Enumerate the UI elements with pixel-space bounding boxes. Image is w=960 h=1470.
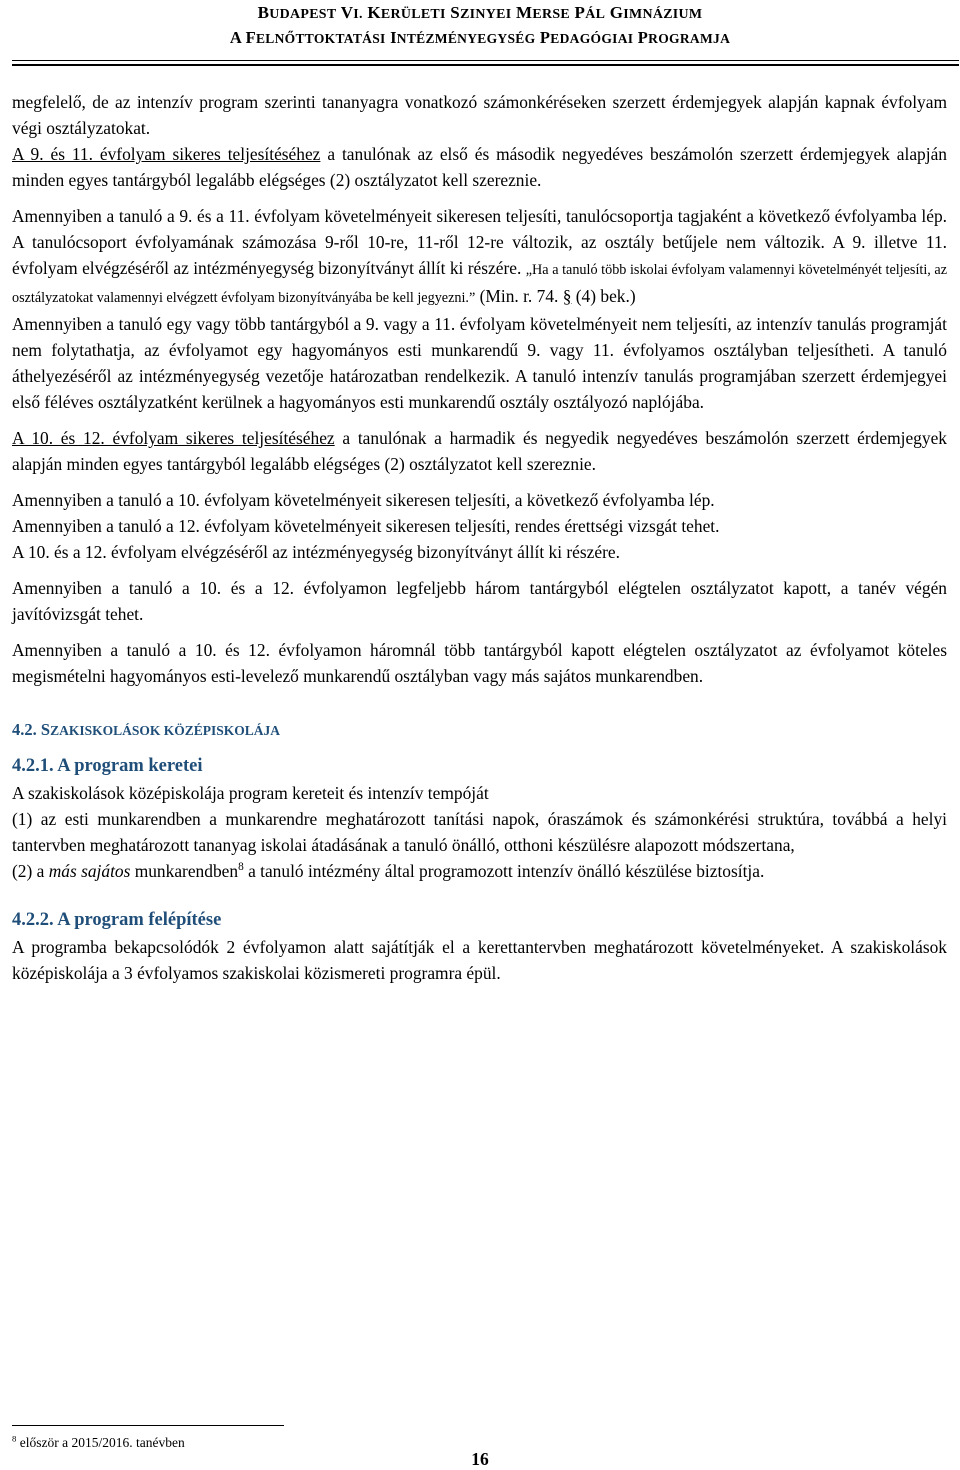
paragraph: Amennyiben a tanuló egy vagy több tantárgyból a 9. vagy a 11. évfolyam követelményeit nem teljesíti, az intenzív tanulás programját nem folytathatja, az évfolyamot egy hagyományos esti munkarendű 9. vagy 11. évfolyamos osztályban teljesítheti. A tanuló áthelyezéséről az intézményegység vezetője határozatban rendelkezik. A tanuló intenzív tanulás programjában szerzett érdemjegyei első féléves osztályzatként kerülnek a hagyományos esti munkarendű osztály osztályozó naplójába. <box>12 314 947 412</box>
legal-reference: (Min. r. 74. <box>475 286 563 306</box>
section-number: 4.2. <box>12 720 41 739</box>
list-item-text: (2) a <box>12 861 49 881</box>
header-program-title: A FELNŐTTOKTATÁSI INTÉZMÉNYEGYSÉG PEDAGÓGIAI PROGRAMJA <box>229 28 731 47</box>
page-number: 16 <box>471 1449 489 1469</box>
paragraph-text: a tanulónak az első és második negyedéves beszámolón szerzett érdemjegyek alapján minden egyes tantárgyból legalább elégséges (2) osztályzatot kell szereznie. <box>12 144 947 190</box>
header-rule-thin <box>12 60 959 61</box>
legal-quote: „Ha a tanuló több iskolai évfolyam valamennyi követelményét teljesíti, az osztályzatokat valamennyi elvégzett évfolyam bizonyítványába be kell jegyezni.” <box>12 262 948 306</box>
document-body <box>12 89 947 986</box>
section-heading-4-2-1: 4.2.1. A program keretei <box>12 756 203 776</box>
underlined-phrase: A 10. és 12. évfolyam sikeres teljesítéséhez <box>12 428 335 448</box>
list-item: (1) az esti munkarendben a munkarendre meghatározott tanítási napok, óraszámok és számonkérési struktúra, továbbá a helyi tantervben meghatározott tananyag iskolai átadásának a tanuló önálló, otthoni készülésre alapozott módszertana, <box>12 809 947 855</box>
section-title-smallcaps: ZAKISKOLÁSOK KÖZÉPISKOLÁJA <box>50 723 280 738</box>
paragraph: Amennyiben a tanuló a 10. és 12. évfolyamon háromnál több tantárgyból kapott elégtelen osztályzatot az évfolyamot köteles megismételni hagyományos esti-levelező munkarendű osztályban vagy más sajátos munkarendben. <box>12 640 947 686</box>
paragraph: Amennyiben a tanuló a 10. évfolyam követelményeit sikeresen teljesíti, a következő évfolyamba lép. <box>12 490 715 510</box>
paragraph: A szakiskolások középiskolája program kereteit és intenzív tempóját <box>12 783 489 803</box>
header-school-name: BUDAPEST VI. KERÜLETI SZINYEI MERSE PÁL GIMNÁZIUM <box>257 3 703 22</box>
paragraph <box>12 141 947 193</box>
legal-reference-end: (4) bek.) <box>571 286 636 306</box>
paragraph-text: Amennyiben a tanuló a 9. és a 11. évfolyam követelményeit sikeresen teljesíti, tanulócsoportja tagjaként a következő évfolyamba lép. A tanulócsoport évfolyamának számozása 9-ről 10-re, 11-ről 12-re változik, az osztály betűjele nem változik. A 9. illetve 11. évfolyam elvégzéséről az intézményegység bizonyítványt állít ki részére. <box>12 206 947 278</box>
footnote-separator <box>12 1425 284 1426</box>
footnote-text: először a 2015/2016. tanévben <box>16 1435 185 1450</box>
section-heading-4-2-2: 4.2.2. A program felépítése <box>12 910 222 930</box>
footnote-mark: 8 <box>12 1433 17 1444</box>
paragraph: megfelelő, de az intenzív program szerinti tananyagra vonatkozó számonkéréseken szerzett érdemjegyek alapján kapnak évfolyam végi osztályzatokat. <box>12 92 947 138</box>
list-item <box>12 858 947 884</box>
paragraph: Amennyiben a tanuló a 10. és a 12. évfolyamon legfeljebb három tantárgyból elégtelen osztályzatot kapott, a tanév végén javítóvizsgát tehet. <box>12 578 947 624</box>
paragraph: A 10. és a 12. évfolyam elvégzéséről az intézményegység bizonyítványt állít ki részére. <box>12 542 620 562</box>
paragraph <box>12 425 947 477</box>
list-item-text: munkarendben <box>130 861 239 881</box>
footnote-reference[interactable]: 8 <box>238 861 244 874</box>
header-rule-thick <box>12 64 959 66</box>
list-item-text: a tanuló intézmény által programozott intenzív önálló készülése biztosítja. <box>243 861 765 881</box>
paragraph-text: a tanulónak a harmadik és negyedik negyedéves beszámolón szerzett érdemjegyek alapján minden egyes tantárgyból legalább elégséges (2) osztályzatot kell szereznie. <box>12 428 947 474</box>
paragraph-sign: § <box>562 286 572 306</box>
section-heading-4-2 <box>12 719 947 742</box>
paragraph: A programba bekapcsolódók 2 évfolyamon alatt sajátítják el a kerettantervben meghatározott követelményeket. A szakiskolások középiskolája a 3 évfolyamos szakiskolai közismereti programra épül. <box>12 937 947 983</box>
paragraph <box>12 203 947 311</box>
italic-phrase: más sajátos <box>48 861 131 881</box>
page-header <box>0 2 960 51</box>
section-title-initial: S <box>40 720 51 739</box>
underlined-phrase: A 9. és 11. évfolyam sikeres teljesítéséhez <box>12 144 321 164</box>
paragraph: Amennyiben a tanuló a 12. évfolyam követelményeit sikeresen teljesíti, rendes érettségi vizsgát tehet. <box>12 516 720 536</box>
